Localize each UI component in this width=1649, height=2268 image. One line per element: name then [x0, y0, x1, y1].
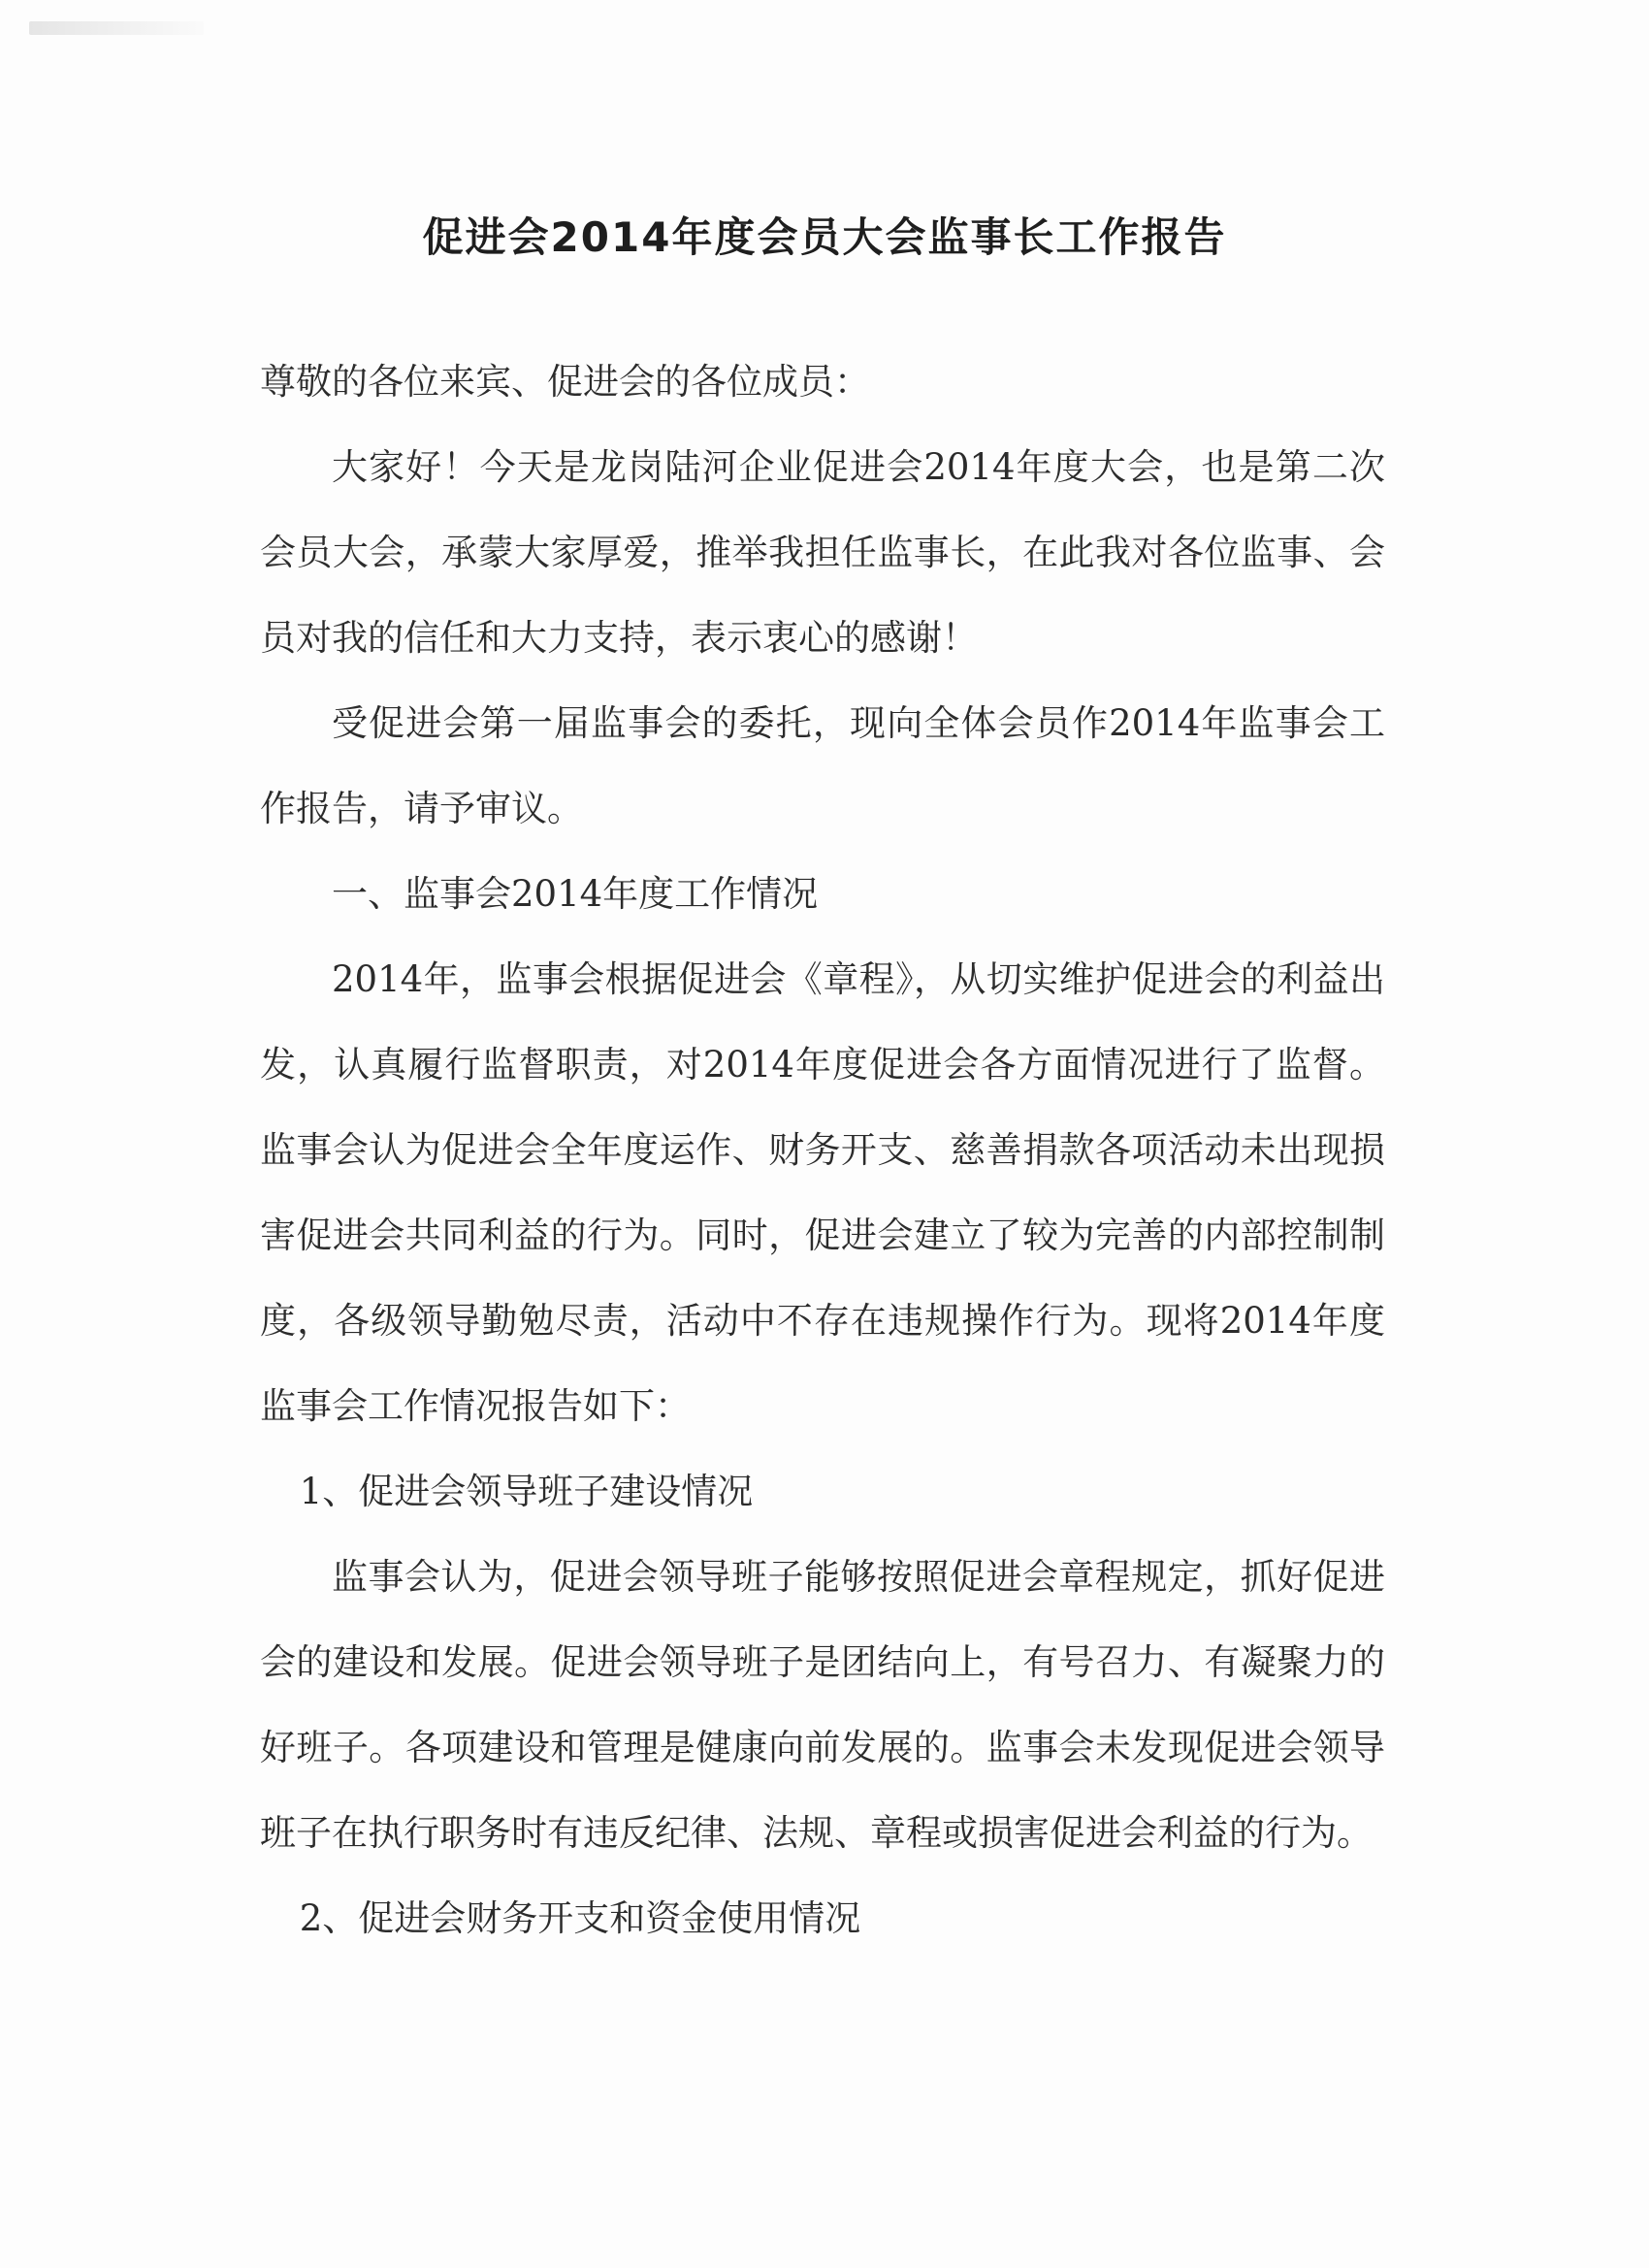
salutation: 尊敬的各位来宾、促进会的各位成员： — [260, 361, 870, 403]
paragraph-supervision: 2014年，监事会根据促进会《章程》，从切实维护促进会的利益出发，认真履行监督职责，对2014年度促进会各方面情况进行了监督。监事会认为促进会全年度运作、财务开支、慈善捐款各项活动未出现损害促进会共同利益的行为。同时，促进会建立了较为完善的内部控制制度，各级领导勤勉尽责，活动中不存在违规操作行为。现将2014年度监事会工作情况报告如下： — [260, 958, 1385, 1427]
item-heading-2: 2、促进会财务开支和资金使用情况 — [299, 1897, 861, 1939]
item-heading-1: 1、促进会领导班子建设情况 — [299, 1471, 754, 1512]
document-body — [260, 340, 1385, 1961]
section-heading-1: 一、监事会2014年度工作情况 — [332, 873, 819, 915]
paragraph-opening: 大家好！今天是龙岗陆河企业促进会2014年度大会，也是第二次会员大会，承蒙大家厚爱，推举我担任监事长，在此我对各位监事、会员对我的信任和大力支持，表示衷心的感谢！ — [260, 446, 1385, 659]
document-title: 促进会2014年度会员大会监事长工作报告 — [422, 213, 1227, 261]
paragraph-leadership: 监事会认为，促进会领导班子能够按照促进会章程规定，抓好促进会的建设和发展。促进会领导班子是团结向上，有号召力、有凝聚力的好班子。各项建设和管理是健康向前发展的。监事会未发现促进会领导班子在执行职务时有违反纪律、法规、章程或损害促进会利益的行为。 — [260, 1556, 1385, 1854]
scan-artifact — [29, 21, 204, 35]
paragraph-commission: 受促进会第一届监事会的委托，现向全体会员作2014年监事会工作报告，请予审议。 — [260, 702, 1385, 829]
